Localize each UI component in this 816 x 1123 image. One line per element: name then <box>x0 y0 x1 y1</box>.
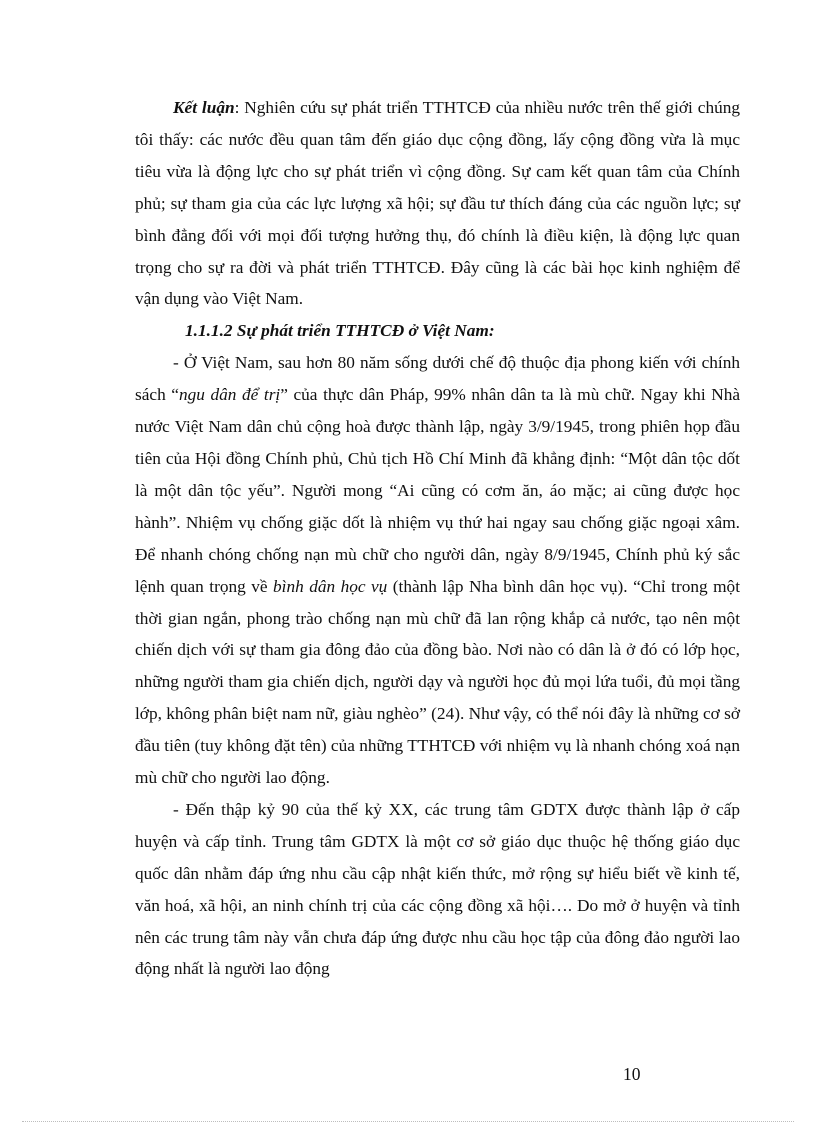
history-text-part-3: (thành lập Nha bình dân học vụ). “Chỉ trong một thời gian ngắn, phong trào chống nạn mù chữ đã lan rộng khắp cả nước, tạo nên một chiến dịch với sự tham gia đông đảo của đồng bào. Nơi nào có dân là ở đó có lớp học, những người tham gia chiến dịch, người dạy và người học đủ mọi lứa tuổi, đủ mọi tầng lớp, không phân biệt nam nữ, giàu nghèo” (24). Như vậy, có thể nói đây là những cơ sở đầu tiên (tuy không đặt tên) của những TTHTCĐ với nhiệm vụ là nhanh chóng xoá nạn mù chữ cho người lao động. <box>135 576 740 788</box>
section-heading: 1.1.1.2 Sự phát triển TTHTCĐ ở Việt Nam: <box>185 321 495 341</box>
body-text <box>135 92 740 985</box>
paragraph-vietnam-history <box>135 347 740 794</box>
history-text-part-1: - Ở Việt Nam, sau hơn 80 năm sống dưới chế độ thuộc địa phong kiến với chính sách “ <box>135 353 740 405</box>
conclusion-lead: Kết luận <box>173 98 235 117</box>
page-number: 10 <box>623 1064 641 1084</box>
paragraph-conclusion <box>135 92 740 315</box>
footer-divider <box>22 1121 794 1122</box>
history-italic-phrase-1: ngu dân để trị <box>178 385 281 405</box>
paragraph-gdtx-centers: - Đến thập kỷ 90 của thế kỷ XX, các trung tâm GDTX được thành lập ở cấp huyện và cấp tỉnh. Trung tâm GDTX là một cơ sở giáo dục thuộc hệ thống giáo dục quốc dân nhằm đáp ứng nhu cầu cập nhật kiến thức, mở rộng sự hiểu biết về kinh tế, văn hoá, xã hội, an ninh chính trị của các cộng đồng xã hội…. Do mở ở huyện và tỉnh nên các trung tâm này vẫn chưa đáp ứng được nhu cầu học tập của đông đảo người lao động nhất là người lao động <box>135 799 740 979</box>
history-text-part-2: ” của thực dân Pháp, 99% nhân dân ta là mù chữ. Ngay khi Nhà nước Việt Nam dân chủ cộng hoà được thành lập, ngày 3/9/1945, trong phiên họp đầu tiên của Hội đồng Chính phủ, Chủ tịch Hồ Chí Minh đã khẳng định: “Một dân tộc dốt là một dân tộc yếu”. Người mong “Ai cũng có cơm ăn, áo mặc; ai cũng được học hành”. Nhiệm vụ chống giặc dốt là nhiệm vụ thứ hai ngay sau chống giặc ngoại xâm. Để nhanh chóng chống nạn mù chữ cho người dân, ngày 8/9/1945, Chính phủ ký sắc lệnh quan trọng về <box>135 385 740 596</box>
conclusion-text: : Nghiên cứu sự phát triển TTHTCĐ của nhiều nước trên thế giới chúng tôi thấy: các nước đều quan tâm đến giáo dục cộng đồng, lấy cộng đồng vừa là mục tiêu vừa là động lực cho sự phát triển vì cộng đồng. Sự cam kết quan tâm của Chính phủ; sự tham gia của các lực lượng xã hội; sự đầu tư thích đáng của các nguồn lực; sự bình đẳng đối với mọi đối tượng hưởng thụ, đó chính là điều kiện, là động lực quan trọng cho sự ra đời và phát triển TTHTCĐ. Đây cũng là các bài học kinh nghiệm để vận dụng vào Việt Nam. <box>135 98 741 309</box>
history-italic-phrase-2: bình dân học vụ <box>273 576 388 596</box>
